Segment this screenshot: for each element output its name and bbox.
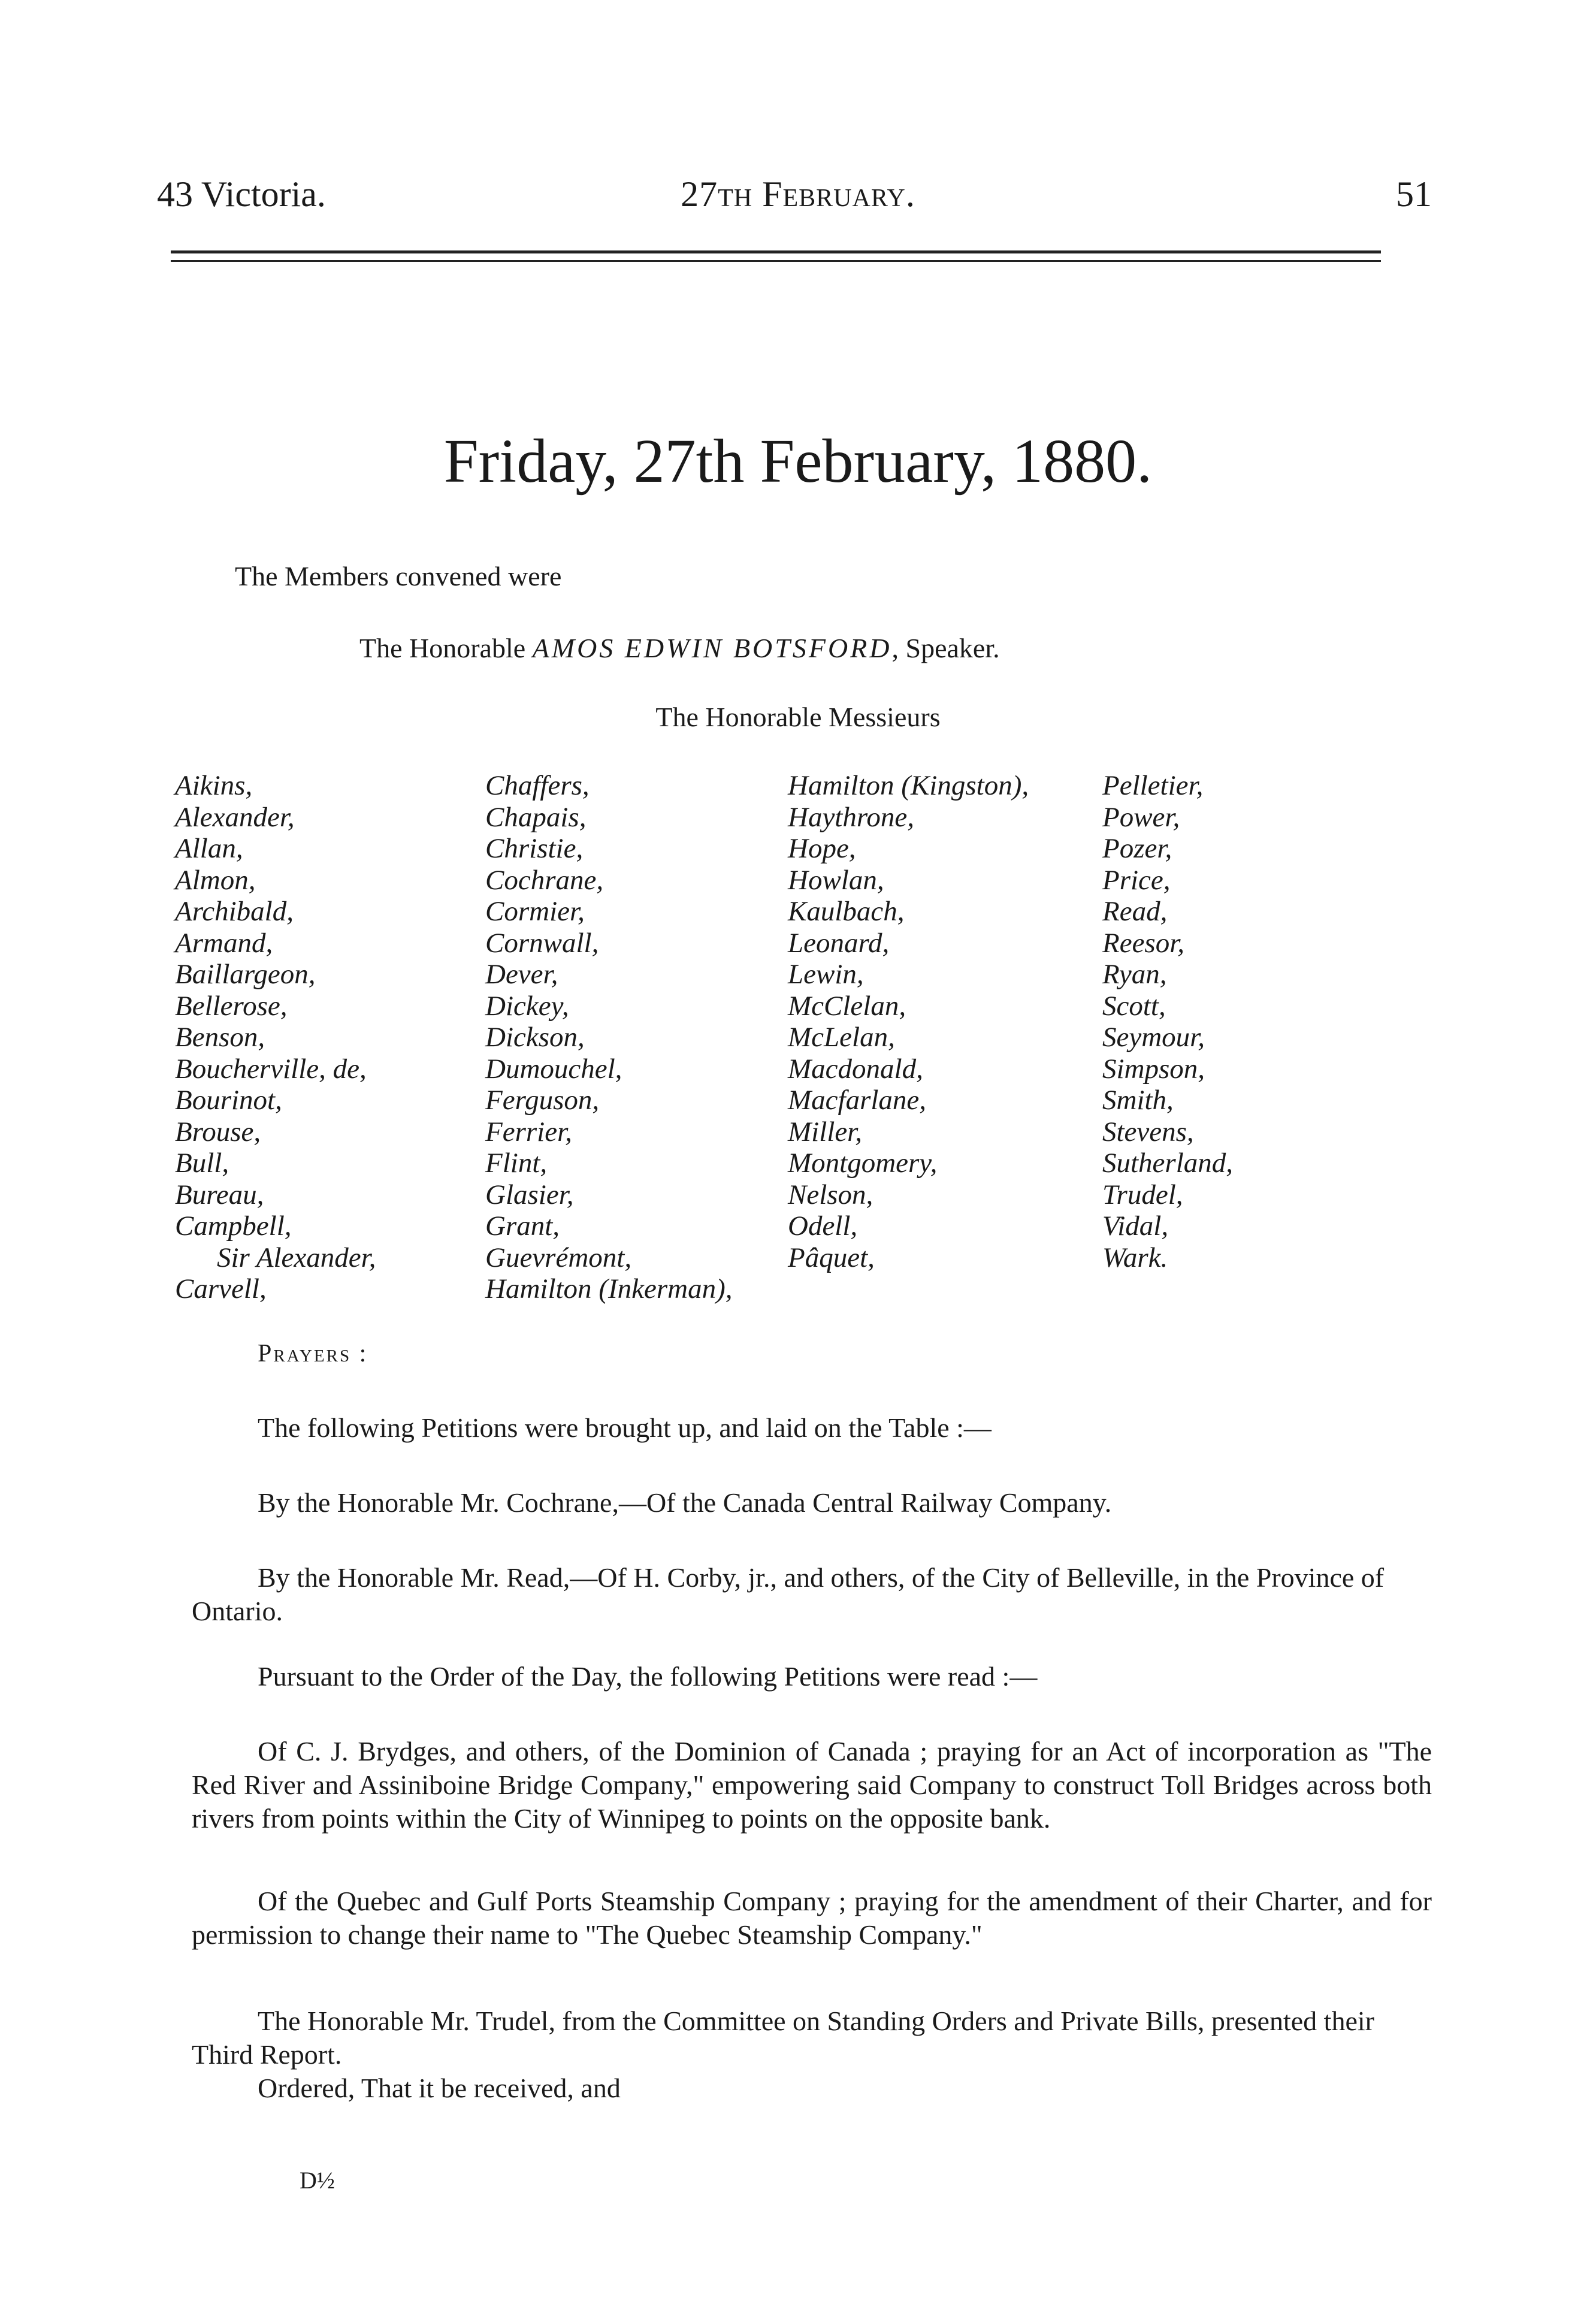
member-name: Seymour, <box>1102 1022 1205 1053</box>
member-name: Montgomery, <box>788 1148 938 1179</box>
paragraph-read-petition: By the Honorable Mr. Read,—Of H. Corby, jr., and others, of the City of Belleville, in the Province of Ontario. <box>192 1562 1385 1626</box>
member-name: Dever, <box>485 959 558 990</box>
member-name: Hope, <box>788 833 856 864</box>
member-name: Hamilton (Kingston), <box>788 770 1029 801</box>
member-name: Pâquet, <box>788 1242 875 1273</box>
member-name: Read, <box>1102 896 1168 927</box>
member-name: Smith, <box>1102 1085 1174 1116</box>
member-name: Simpson, <box>1102 1053 1205 1085</box>
member-name: Guevrémont, <box>485 1242 632 1273</box>
running-head-center: 27th February. <box>681 174 915 214</box>
member-name: Alexander, <box>175 801 295 833</box>
member-name: Vidal, <box>1102 1210 1169 1242</box>
member-name: Macdonald, <box>788 1053 923 1085</box>
prayers-heading: Prayers : <box>258 1340 368 1367</box>
member-name: Pelletier, <box>1102 770 1204 801</box>
member-name: Boucherville, de, <box>175 1053 367 1085</box>
member-name: Odell, <box>788 1210 858 1242</box>
speaker-line <box>359 632 1000 664</box>
member-name: Lewin, <box>788 959 864 990</box>
member-name: Bourinot, <box>175 1085 282 1116</box>
paragraph-order-of-day: Pursuant to the Order of the Day, the following Petitions were read :— <box>258 1661 1038 1692</box>
paragraph-trudel-report <box>192 2004 1432 2105</box>
member-name: Chapais, <box>485 801 587 833</box>
paragraph-brydges-petition: Of C. J. Brydges, and others, of the Dominion of Canada ; praying for an Act of incorporation as "The Red River and Assiniboine Bridge Company," empowering said Company to construct Toll Bridges across both rivers from points within the City of Winnipeg to points on the opposite bank. <box>192 1736 1432 1834</box>
trudel-report-text: The Honorable Mr. Trudel, from the Committee on Standing Orders and Private Bills, presented their Third Report. <box>192 2006 1374 2070</box>
member-name: Price, <box>1102 864 1171 896</box>
member-name: Stevens, <box>1102 1116 1194 1148</box>
ordered-line: Ordered, That it be received, and <box>258 2073 621 2103</box>
header-rule <box>171 250 1381 253</box>
speaker-suffix: , Speaker. <box>891 633 1000 663</box>
member-name: Bureau, <box>175 1179 264 1210</box>
member-name: Glasier, <box>485 1179 574 1210</box>
member-name: Brouse, <box>175 1116 261 1148</box>
paragraph-cochrane-petition: By the Honorable Mr. Cochrane,—Of the Canada Central Railway Company. <box>258 1487 1112 1518</box>
member-name: Allan, <box>175 833 243 864</box>
members-column-3 <box>788 770 1029 1273</box>
page-number: 51 <box>1396 174 1432 214</box>
member-name: Power, <box>1102 801 1180 833</box>
speaker-prefix: The Honorable <box>359 633 533 663</box>
paragraph-petitions-intro: The following Petitions were brought up, and laid on the Table :— <box>258 1412 992 1443</box>
member-name: Ryan, <box>1102 959 1167 990</box>
member-name: Benson, <box>175 1022 265 1053</box>
member-name: Kaulbach, <box>788 896 905 927</box>
messieurs-heading: The Honorable Messieurs <box>655 702 941 732</box>
member-name: Dickson, <box>485 1022 585 1053</box>
member-name: Carvell, <box>175 1273 267 1305</box>
member-name: Hamilton (Inkerman), <box>485 1273 733 1305</box>
member-name: Cormier, <box>485 896 585 927</box>
speaker-name: AMOS EDWIN BOTSFORD <box>532 633 892 663</box>
member-name: Campbell, <box>175 1210 292 1242</box>
members-column-4 <box>1102 770 1233 1273</box>
member-name: Trudel, <box>1102 1179 1183 1210</box>
member-name: Howlan, <box>788 864 884 896</box>
member-name: Christie, <box>485 833 584 864</box>
convened-line: The Members convened were <box>235 561 562 591</box>
member-name: Ferguson, <box>485 1085 600 1116</box>
member-name: Haythrone, <box>788 801 915 833</box>
signature-mark: D½ <box>300 2167 335 2194</box>
member-name: Flint, <box>485 1148 548 1179</box>
member-name: Ferrier, <box>485 1116 572 1148</box>
header-rule-thin <box>171 260 1381 262</box>
member-name: McLelan, <box>788 1022 895 1053</box>
member-name: Almon, <box>175 864 256 896</box>
member-name: Cochrane, <box>485 864 604 896</box>
member-name: Bull, <box>175 1148 229 1179</box>
member-name: Dickey, <box>485 990 569 1022</box>
member-name: Baillargeon, <box>175 959 316 990</box>
member-name: Macfarlane, <box>788 1085 927 1116</box>
members-column-2 <box>485 770 732 1305</box>
member-name: Grant, <box>485 1210 560 1242</box>
member-name: Dumouchel, <box>485 1053 622 1085</box>
member-name: Chaffers, <box>485 770 590 801</box>
running-head-left: 43 Victoria. <box>157 174 326 214</box>
member-name: Scott, <box>1102 990 1166 1022</box>
member-name: Pozer, <box>1102 833 1172 864</box>
member-name: Aikins, <box>175 770 253 801</box>
member-name: Nelson, <box>788 1179 873 1210</box>
member-name: Leonard, <box>788 927 890 959</box>
member-name: Armand, <box>175 927 273 959</box>
member-name: Archibald, <box>175 896 294 927</box>
member-name: Reesor, <box>1102 927 1185 959</box>
member-name: Wark. <box>1102 1242 1168 1273</box>
member-name: Sutherland, <box>1102 1148 1234 1179</box>
members-column-1 <box>175 770 376 1305</box>
member-name: Cornwall, <box>485 927 599 959</box>
member-name: McClelan, <box>788 990 906 1022</box>
member-name: Miller, <box>788 1116 863 1148</box>
member-name: Sir Alexander, <box>217 1242 376 1273</box>
date-title: Friday, 27th February, 1880. <box>443 427 1153 496</box>
paragraph-quebec-steamship-petition: Of the Quebec and Gulf Ports Steamship Company ; praying for the amendment of their Charter, and for permission to change their name to "The Quebec Steamship Company." <box>192 1886 1432 1950</box>
member-name: Bellerose, <box>175 990 288 1022</box>
